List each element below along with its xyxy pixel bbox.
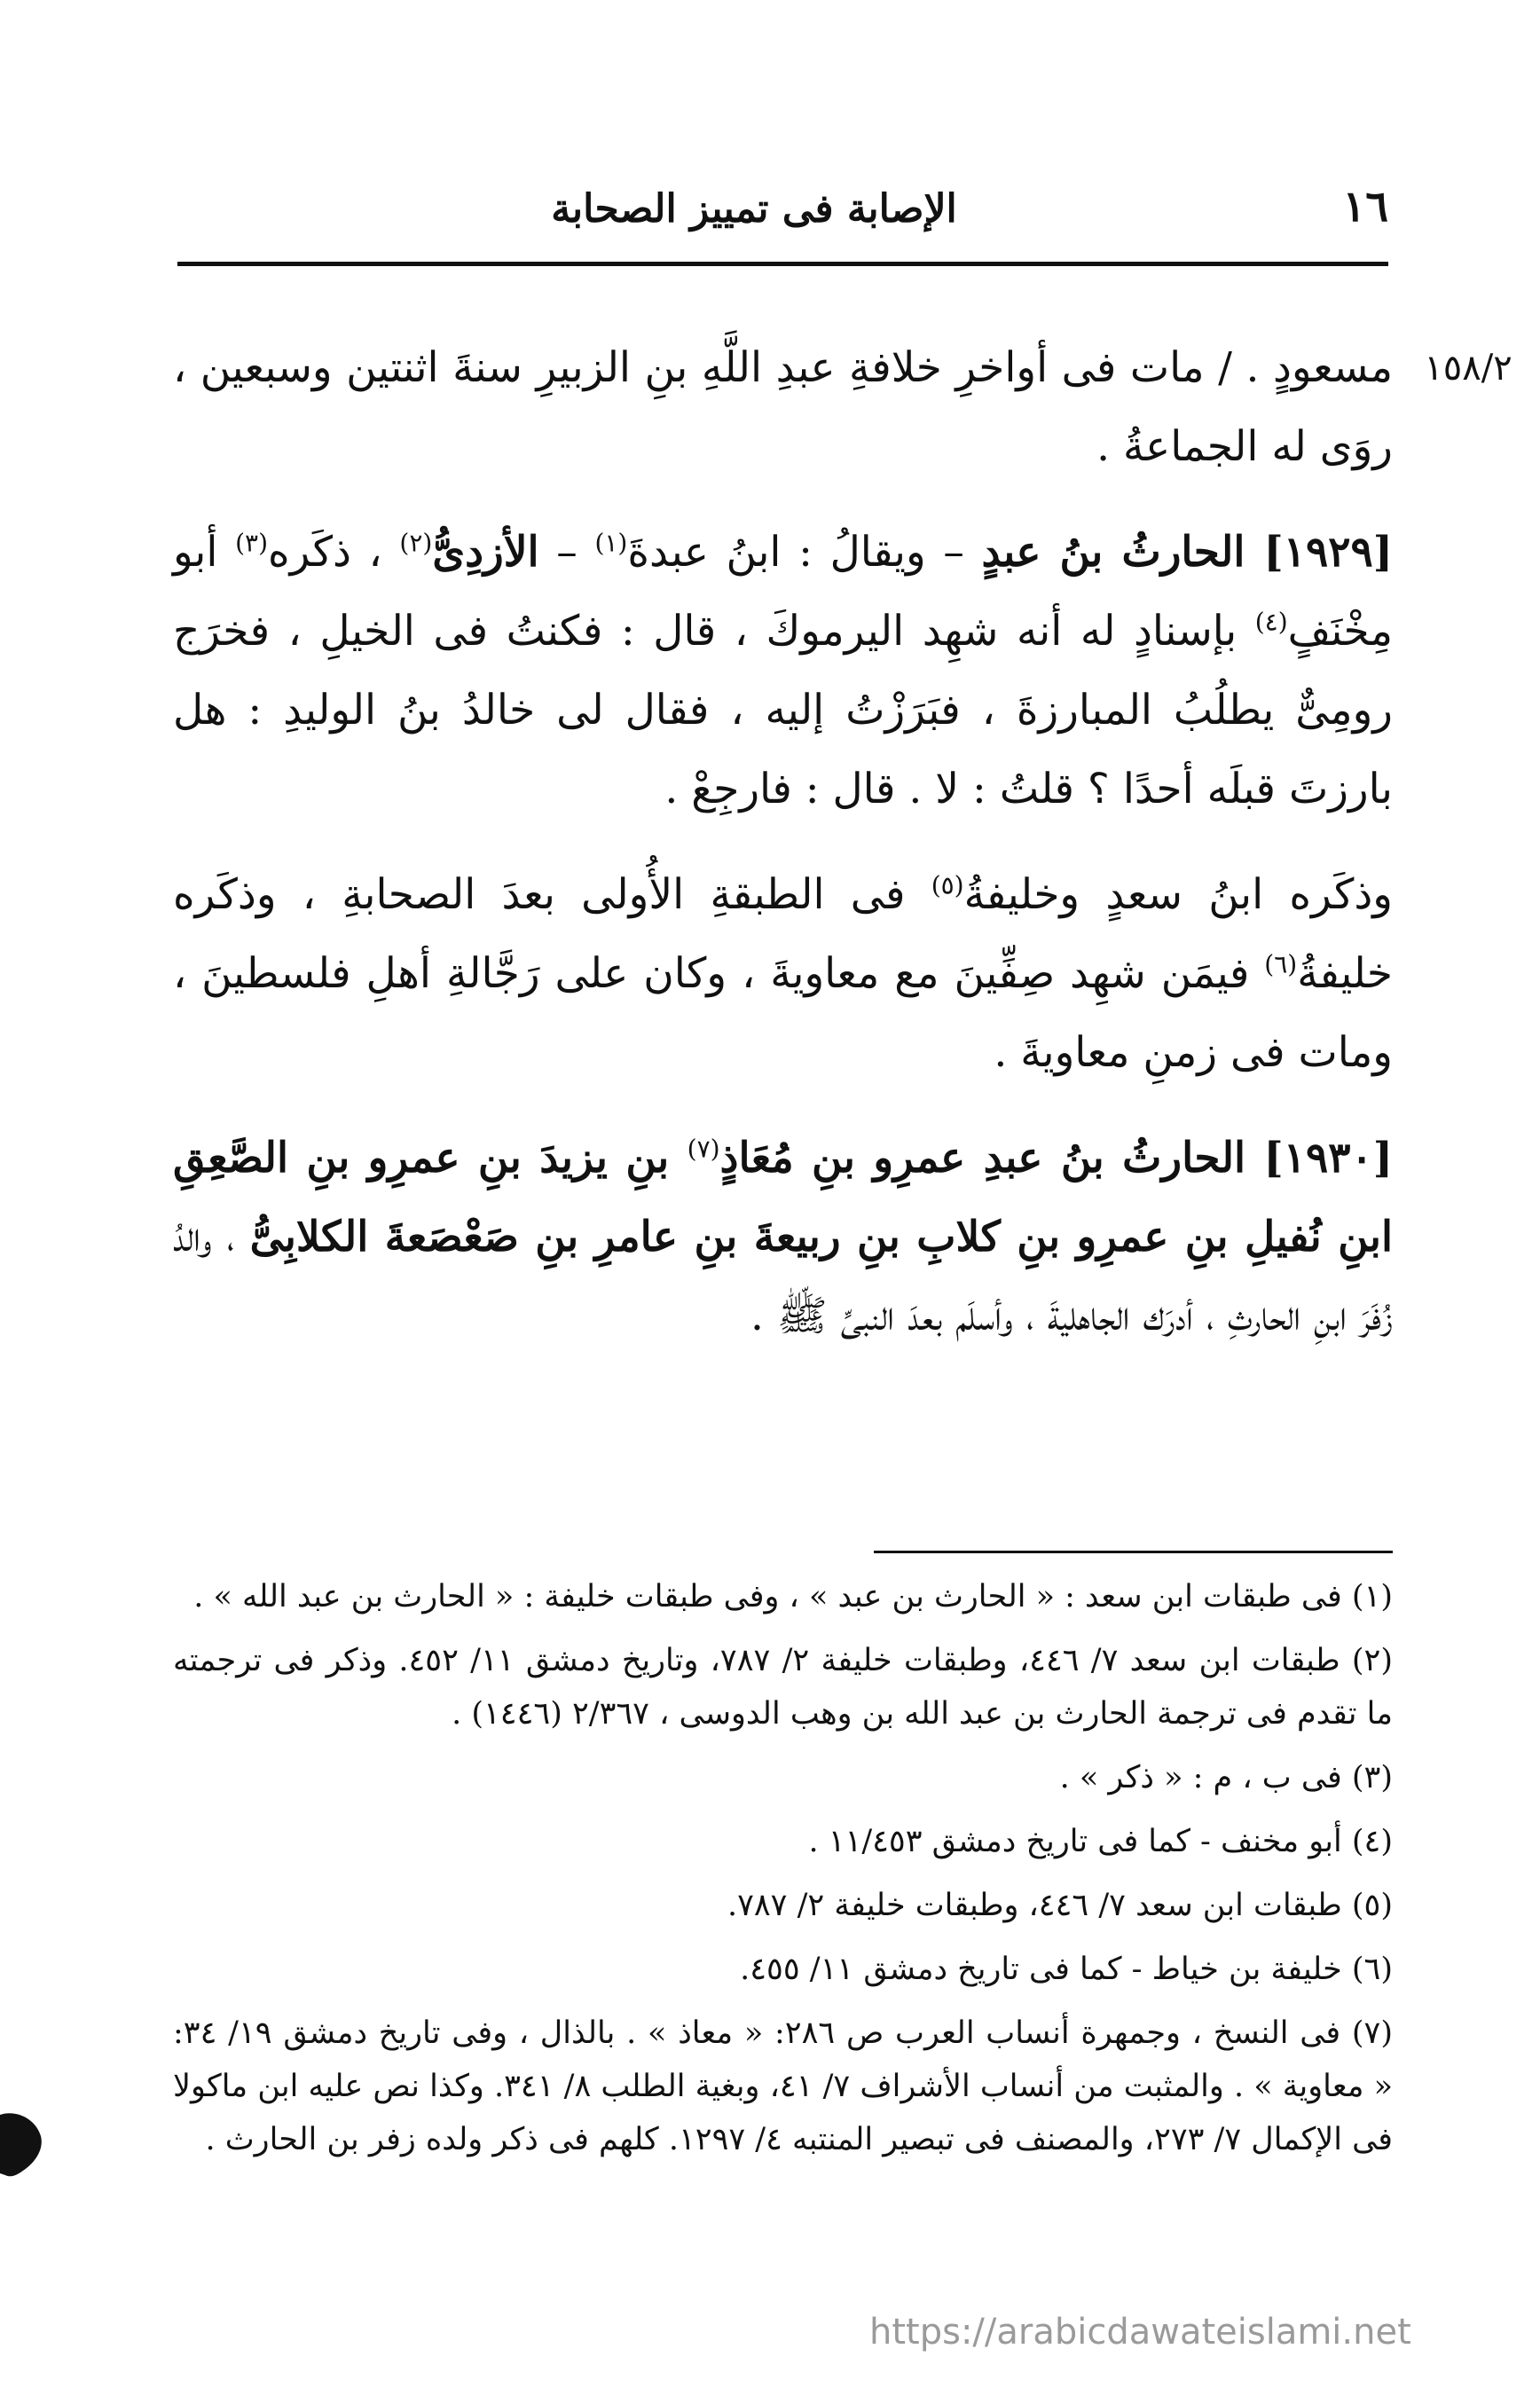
footnote-marker: (٧)	[687, 1134, 720, 1164]
footnote-marker: (٥)	[931, 870, 964, 900]
entry-text: ، ذكَره	[268, 528, 400, 577]
footnote: (٦) خليفة بن خياط - كما فى تاريخ دمشق ١١/ ٤٥٥.	[740, 1952, 1393, 1987]
entry-1930	[173, 1119, 1393, 1355]
paragraph-text: فى الطبقةِ الأُولى بعدَ الصحابةِ ، وذكَره خليفةُ	[173, 870, 1393, 998]
footnote-marker: (٣)	[235, 528, 269, 558]
footnote: (٢) طبقات ابن سعد ٧/ ٤٤٦، وطبقات خليفة ٢/ ٧٨٧، وتاريخ دمشق ١١/ ٤٥٢. وذكر فى ترجمته ما تقدم فى ترجمة الحارث بن عبد الله بن وهب الدوسى ، ٢/٣٦٧ (١٤٤٦) .	[173, 1643, 1393, 1732]
footnote-marker: (٦)	[1264, 949, 1298, 979]
ink-blot-mark	[0, 2109, 43, 2179]
entry-text: أبو مِخْنَفٍ	[173, 528, 1393, 656]
entry-text: – ويقالُ : ابنُ عبدةَ	[627, 528, 982, 577]
main-text	[173, 328, 1393, 1355]
paragraph	[173, 855, 1393, 1092]
entry-heading: الأزدِىُّ	[432, 528, 539, 577]
footnote-marker: (٤)	[1254, 607, 1288, 637]
entry-text: –	[538, 528, 595, 577]
entry-text: بإسنادٍ له أنه شهِد اليرموكَ ، قال : فكنتُ فى الخيلِ ، فخرَج رومِىٌّ يطلُبُ المبارزةَ ، فبَرَزْتُ إليه ، فقال لى خالدُ بنُ الوليدِ : هل بارزتَ قبلَه أحدًا ؟ قلتُ : لا . قال : فارجِعْ .	[173, 607, 1393, 813]
entry-heading: [١٩٣٠] الحارثُ بنُ عبدِ عمرِو بنِ مُعَاذٍ	[719, 1134, 1393, 1182]
page-number: ١٦	[1342, 182, 1388, 232]
running-title: الإصابة فى تمييز الصحابة	[551, 186, 957, 232]
footnote-rule	[874, 1551, 1393, 1553]
footnote: (١) فى طبقات ابن سعد : « الحارث بن عبد » ، وفى طبقات خليفة : « الحارث بن عبد الله » .	[193, 1579, 1393, 1614]
paragraph-continuation: مسعودٍ . / مات فى أواخرِ خلافةِ عبدِ اللَّهِ بنِ الزبيرِ سنةَ اثنتين وسبعين ، روَى له الجماعةُ .	[173, 343, 1393, 471]
footnote: (٣) فى ب ، م : « ذكر » .	[1059, 1760, 1393, 1795]
footnote-marker: (٢)	[399, 528, 433, 558]
entry-1929	[173, 513, 1393, 829]
watermark-url: https://arabicdawateislami.net	[869, 2312, 1411, 2353]
margin-reference: ١٥٨/٢	[1424, 348, 1512, 389]
entry-heading: [١٩٢٩] الحارثُ بنُ عبدٍ	[981, 528, 1394, 577]
paragraph-text: فيمَن شهِد صِفِّينَ مع معاويةَ ، وكان على رَجَّالةِ أهلِ فلسطينَ ، ومات فى زمنِ معاويةَ .	[173, 949, 1393, 1077]
footnote: (٧) فى النسخ ، وجمهرة أنساب العرب ص ٢٨٦: « معاذ » . بالذال ، وفى تاريخ دمشق ١٩/ ٣٤: « معاوية » . والمثبت من أنساب الأشراف ٧/ ٤١، وبغية الطلب ٨/ ٣٤١. وكذا نص عليه ابن ماكولا فى الإكمال ٧/ ٢٧٣، والمصنف فى تبصير المنتبه ٤/ ١٢٩٧. كلهم فى ذكر ولده زفر بن الحارث .	[173, 2015, 1394, 2157]
footnote: (٥) طبقات ابن سعد ٧/ ٤٤٦، وطبقات خليفة ٢/ ٧٨٧.	[727, 1888, 1393, 1923]
entry-text: ، والدُ زُفَرَ ابنِ الحارثِ ، أدرَك الجاهليةَ ، وأسلَم بعدَ النبىِّ ﷺ .	[173, 1213, 1393, 1340]
footnote: (٤) أبو مخنف - كما فى تاريخ دمشق ١١/٤٥٣ .	[808, 1824, 1393, 1859]
paragraph-text: وذكَره ابنُ سعدٍ وخليفةُ	[963, 870, 1393, 919]
entry-heading: بنِ يزيدَ بنِ عمرِو بنِ الصَّعِقِ ابنِ نُفيلِ بنِ عمرِو بنِ كلابِ بنِ ربيعةَ بنِ عامرِ بنِ صَعْصَعةَ الكلابِىُّ	[173, 1134, 1393, 1261]
footnotes	[173, 1570, 1393, 2177]
header-rule	[177, 262, 1388, 266]
footnote-marker: (١)	[594, 528, 628, 558]
